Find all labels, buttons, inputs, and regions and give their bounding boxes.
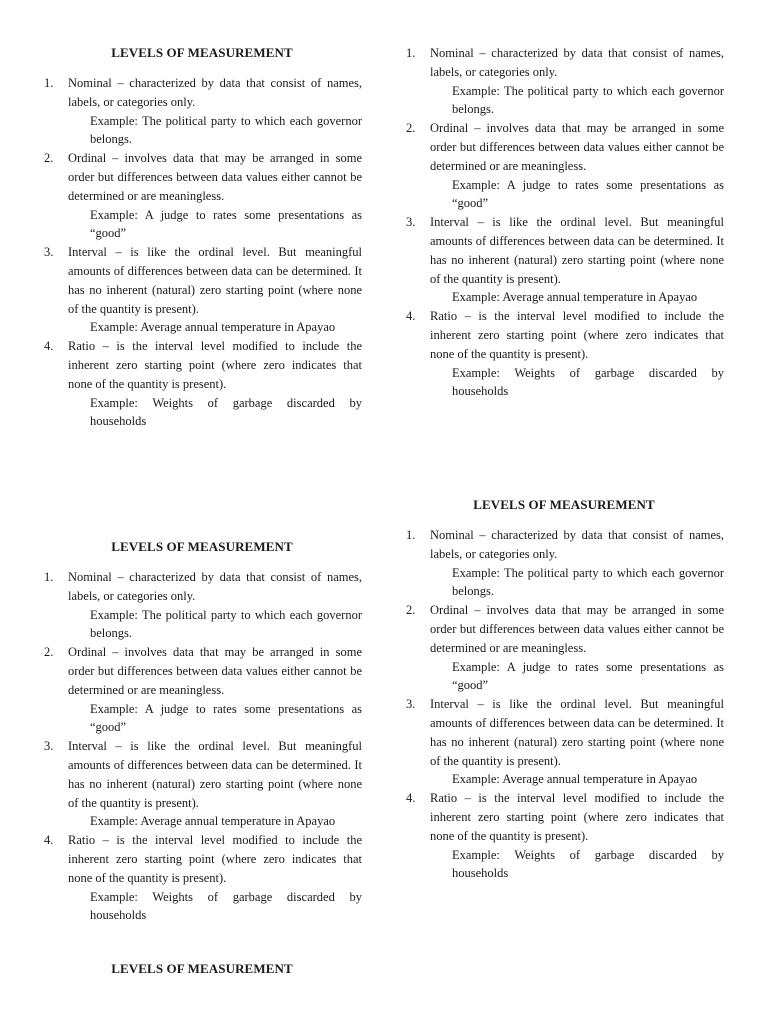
level-definition: Ratio – is the interval level modified to include the inherent zero starting point (where zero indicates that none of the quantity is present). — [430, 309, 724, 361]
level-example: Example: Weights of garbage discarded by households — [90, 889, 362, 923]
list-item-nominal — [42, 74, 362, 149]
list-item-interval — [404, 213, 724, 307]
item-number: 4. — [44, 339, 54, 354]
level-example: Example: The political party to which each governor belongs. — [90, 113, 362, 147]
level-example: Example: Weights of garbage discarded by households — [452, 365, 724, 399]
level-example: Example: Weights of garbage discarded by households — [90, 395, 362, 429]
level-example: Example: Average annual temperature in Apayao — [452, 290, 698, 305]
list-item-interval — [42, 243, 362, 337]
levels-list — [42, 74, 362, 431]
item-number: 3. — [44, 739, 54, 754]
list-item-interval — [404, 695, 724, 789]
level-example: Example: The political party to which each governor belongs. — [90, 607, 362, 641]
list-item-ordinal — [42, 149, 362, 243]
level-definition: Interval – is like the ordinal level. But meaningful amounts of differences between data can be determined. It has no inherent (natural) zero starting point (where none of the quantity is present). — [430, 697, 724, 768]
measurement-block-bottom-left — [42, 538, 362, 925]
item-number: 2. — [406, 121, 416, 136]
item-number: 3. — [406, 697, 416, 712]
list-item-ratio — [42, 337, 362, 431]
list-item-nominal — [42, 568, 362, 643]
level-example: Example: The political party to which each governor belongs. — [452, 565, 724, 599]
level-definition: Ratio – is the interval level modified to include the inherent zero starting point (where zero indicates that none of the quantity is present). — [68, 339, 362, 391]
level-definition: Interval – is like the ordinal level. But meaningful amounts of differences between data can be determined. It has no inherent (natural) zero starting point (where none of the quantity is present). — [68, 739, 362, 810]
item-number: 1. — [44, 76, 54, 90]
level-definition: Ordinal – involves data that may be arranged in some order but differences between data values either cannot be determined or are meaningless. — [68, 151, 362, 203]
level-definition: Nominal – characterized by data that consist of names, labels, or categories only. — [68, 76, 362, 109]
block-heading: LEVELS OF MEASUREMENT — [111, 45, 293, 60]
list-item-ordinal — [404, 119, 724, 213]
level-example: Example: Average annual temperature in Apayao — [90, 320, 336, 335]
item-number: 2. — [44, 645, 54, 660]
level-example: Example: Weights of garbage discarded by households — [452, 847, 724, 881]
level-definition: Nominal – characterized by data that consist of names, labels, or categories only. — [430, 46, 724, 79]
level-definition: Interval – is like the ordinal level. But meaningful amounts of differences between data can be determined. It has no inherent (natural) zero starting point (where none of the quantity is present). — [68, 245, 362, 316]
item-number: 1. — [44, 570, 54, 584]
item-number: 1. — [406, 528, 416, 542]
level-definition: Nominal – characterized by data that consist of names, labels, or categories only. — [68, 570, 362, 603]
list-item-ordinal — [42, 643, 362, 737]
list-item-ratio — [404, 789, 724, 883]
list-item-ratio — [404, 307, 724, 401]
list-item-ordinal — [404, 601, 724, 695]
list-item-ratio — [42, 831, 362, 925]
levels-list — [42, 568, 362, 925]
item-number: 1. — [406, 46, 416, 60]
level-definition: Nominal – characterized by data that consist of names, labels, or categories only. — [430, 528, 724, 561]
level-definition: Ordinal – involves data that may be arranged in some order but differences between data values either cannot be determined or are meaningless. — [430, 121, 724, 173]
level-example: Example: A judge to rates some presentations as “good” — [452, 659, 724, 693]
level-definition: Ratio – is the interval level modified to include the inherent zero starting point (where zero indicates that none of the quantity is present). — [68, 833, 362, 885]
levels-list — [404, 526, 724, 883]
item-number: 2. — [406, 603, 416, 618]
measurement-block-top-left — [42, 44, 362, 431]
item-number: 3. — [406, 215, 416, 230]
measurement-block-bottom-right — [404, 496, 724, 883]
block-heading: LEVELS OF MEASUREMENT — [473, 497, 655, 512]
level-example: Example: A judge to rates some presentations as “good” — [452, 177, 724, 211]
list-item-interval — [42, 737, 362, 831]
level-definition: Interval – is like the ordinal level. But meaningful amounts of differences between data can be determined. It has no inherent (natural) zero starting point (where none of the quantity is present). — [430, 215, 724, 286]
item-number: 3. — [44, 245, 54, 260]
levels-list — [404, 44, 724, 401]
item-number: 2. — [44, 151, 54, 166]
level-definition: Ordinal – involves data that may be arranged in some order but differences between data values either cannot be determined or are meaningless. — [68, 645, 362, 697]
list-item-nominal — [404, 526, 724, 601]
item-number: 4. — [406, 791, 416, 806]
measurement-block-top-right — [404, 44, 724, 401]
level-example: Example: A judge to rates some presentations as “good” — [90, 207, 362, 241]
item-number: 4. — [44, 833, 54, 848]
level-example: Example: The political party to which each governor belongs. — [452, 83, 724, 117]
block-heading-bottom: LEVELS OF MEASUREMENT — [111, 961, 293, 976]
level-definition: Ordinal – involves data that may be arranged in some order but differences between data values either cannot be determined or are meaningless. — [430, 603, 724, 655]
item-number: 4. — [406, 309, 416, 324]
level-example: Example: Average annual temperature in Apayao — [452, 772, 698, 787]
level-definition: Ratio – is the interval level modified to include the inherent zero starting point (where zero indicates that none of the quantity is present). — [430, 791, 724, 843]
list-item-nominal — [404, 44, 724, 119]
level-example: Example: A judge to rates some presentations as “good” — [90, 701, 362, 735]
level-example: Example: Average annual temperature in Apayao — [90, 814, 336, 829]
block-heading: LEVELS OF MEASUREMENT — [111, 539, 293, 554]
